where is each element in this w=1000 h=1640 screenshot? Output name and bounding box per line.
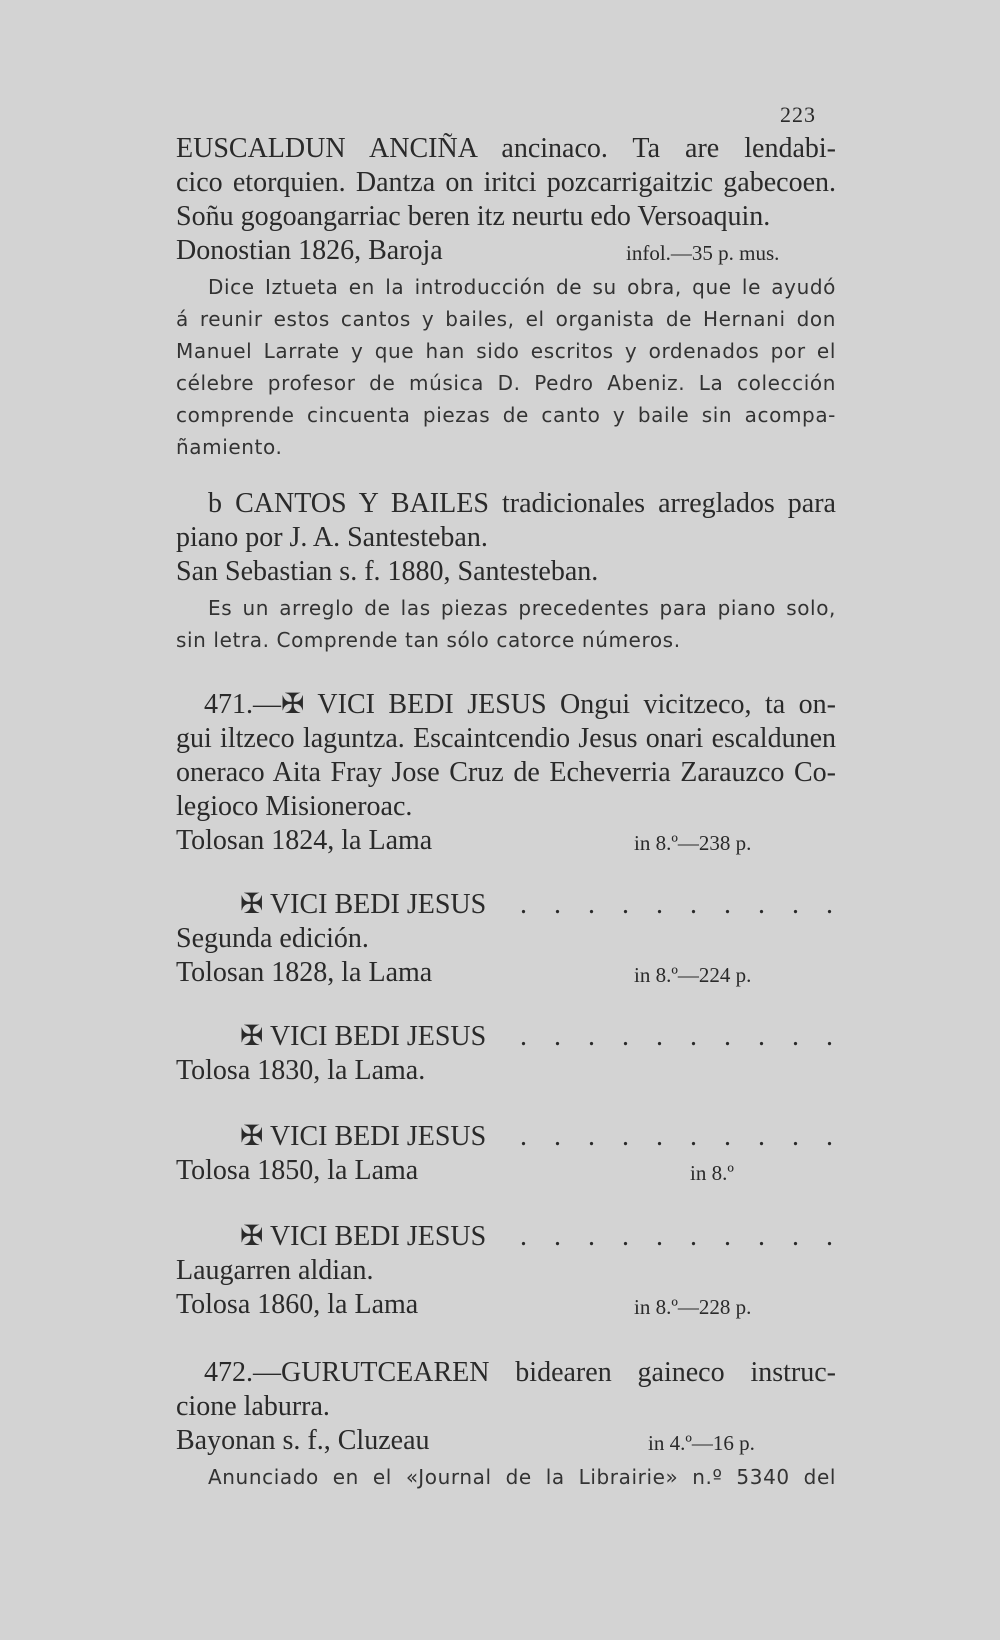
- entry-472-format: in 4.º—16 p.: [648, 1431, 755, 1455]
- edition-1860-imprint: Tolosa 1860, la Lama: [176, 1289, 419, 1320]
- note-euscaldun-line-4: célebre profesor de música D. Pedro Abeniz. La colección: [176, 371, 836, 395]
- entry-471-format: in 8.º—238 p.: [634, 831, 752, 855]
- edition-1850-imprint: Tolosa 1850, la Lama: [176, 1155, 419, 1186]
- entry-euscaldun-format: infol.—35 p. mus.: [626, 241, 780, 265]
- entry-euscaldun-line-1: EUSCALDUN ANCIÑA ancinaco. Ta are lendabi-: [176, 133, 836, 164]
- note-euscaldun-line-5: comprende cincuenta piezas de canto y baile sin acompa-: [176, 403, 836, 427]
- entry-b-imprint: San Sebastian s. f. 1880, Santesteban.: [176, 556, 599, 587]
- entry-472-line-1: 472.—GURUTCEAREN bidearen gaineco instruc-: [204, 1357, 836, 1388]
- entry-471-line-2: gui iltzeco laguntza. Escaintcendio Jesus onari escaldunen: [176, 723, 836, 754]
- edition-1828-format: in 8.º—224 p.: [634, 963, 752, 987]
- note-b-line-1: Es un arreglo de las piezas precedentes para piano solo,: [208, 596, 836, 620]
- entry-euscaldun-line-3: Soñu gogoangarriac beren itz neurtu edo Versoaquin.: [176, 201, 771, 232]
- entry-472-imprint: Bayonan s. f., Cluzeau: [176, 1425, 430, 1456]
- note-euscaldun-line-2: á reunir estos cantos y bailes, el organista de Hernani don: [176, 307, 836, 331]
- edition-1828-note: Segunda edición.: [176, 923, 369, 954]
- entry-euscaldun-imprint: Donostian 1826, Baroja: [176, 235, 443, 266]
- edition-1830-imprint: Tolosa 1830, la Lama.: [176, 1055, 426, 1086]
- entry-472-line-2: cione laburra.: [176, 1391, 330, 1422]
- edition-1850-leader-dots: . . . . . . . . . .: [520, 1121, 843, 1152]
- edition-1830-title: ✠ VICI BEDI JESUS: [240, 1021, 487, 1052]
- edition-1828-title: ✠ VICI BEDI JESUS: [240, 889, 487, 920]
- edition-1860-note: Laugarren aldian.: [176, 1255, 374, 1286]
- entry-471-imprint: Tolosan 1824, la Lama: [176, 825, 433, 856]
- note-euscaldun-line-3: Manuel Larrate y que han sido escritos y ordenados por el: [176, 339, 836, 363]
- page-number: 223: [780, 102, 816, 127]
- edition-1828-imprint: Tolosan 1828, la Lama: [176, 957, 433, 988]
- note-b-line-2: sin letra. Comprende tan sólo catorce números.: [176, 628, 681, 652]
- entry-b-line-1: b CANTOS Y BAILES tradicionales arreglados para: [208, 488, 836, 519]
- entry-471-line-3: oneraco Aita Fray Jose Cruz de Echeverria Zarauzco Co-: [176, 757, 836, 788]
- edition-1850-title: ✠ VICI BEDI JESUS: [240, 1121, 487, 1152]
- entry-b-line-2: piano por J. A. Santesteban.: [176, 522, 488, 553]
- entry-471-line-1: 471.—✠ VICI BEDI JESUS Ongui vicitzeco, ta on-: [204, 689, 836, 720]
- note-euscaldun-line-1: Dice Iztueta en la introducción de su obra, que le ayudó: [208, 275, 836, 299]
- entry-euscaldun-line-2: cico etorquien. Dantza on iritci pozcarrigaitzic gabecoen.: [176, 167, 836, 198]
- edition-1860-leader-dots: . . . . . . . . . .: [520, 1221, 843, 1252]
- edition-1860-format: in 8.º—228 p.: [634, 1295, 752, 1319]
- note-euscaldun-line-6: ñamiento.: [176, 435, 283, 459]
- edition-1828-leader-dots: . . . . . . . . . .: [520, 889, 843, 920]
- edition-1850-format: in 8.º: [690, 1161, 734, 1185]
- edition-1860-title: ✠ VICI BEDI JESUS: [240, 1221, 487, 1252]
- entry-471-line-4: legioco Misioneroac.: [176, 791, 413, 822]
- note-472-line-1: Anunciado en el «Journal de la Librairie» n.º 5340 del: [208, 1465, 836, 1489]
- edition-1830-leader-dots: . . . . . . . . . .: [520, 1021, 843, 1052]
